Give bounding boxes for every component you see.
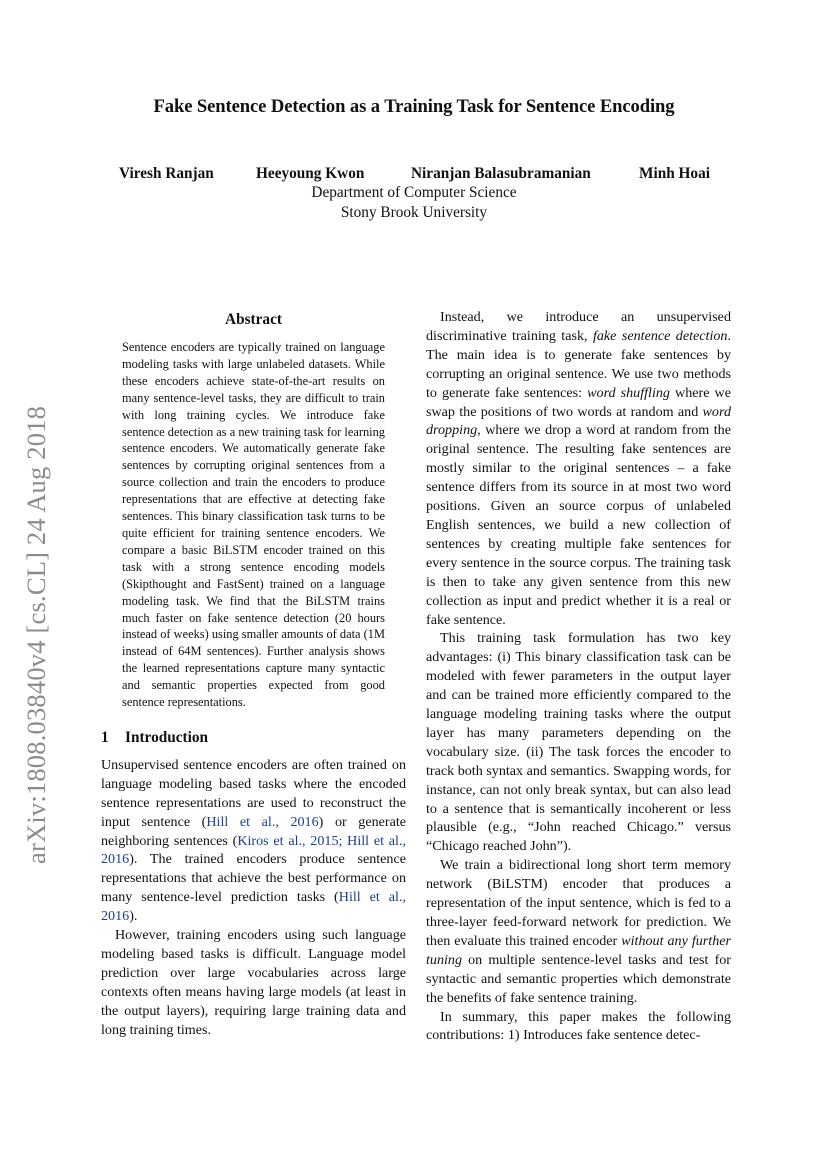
citation-link[interactable]: Hill et al., 2016 [101, 889, 406, 925]
author-name: Niranjan Balasubramanian [411, 165, 591, 182]
affiliation-department: Department of Computer Science [311, 184, 517, 201]
author-name: Viresh Ranjan [119, 165, 214, 182]
citation-link[interactable]: Hill et al., 2016 [206, 813, 319, 830]
affiliation-university: Stony Brook University [340, 204, 488, 221]
intro-paragraph: Unsupervised sentence encoders are often trained on language modeling based tasks where the encoded sentence representations are used to reconstruct the input sentence (Hill et al., 2016) or generate neighboring sentences (Kiros et al., 2015; Hill et al., 2016). The trained encoders produce sentence representations that achieve the best performance on many sentence-level prediction tasks (Hill et al., 2016). [101, 756, 406, 925]
intro-paragraph: Instead, we introduce an unsupervised discriminative training task, fake sentence detection. The main idea is to generate fake sentences by corrupting an original sentence. We use two methods to generate fake sentences: word shuffling where we swap the positions of two words at random and word dropping, where we drop a word at random from the original sentence. The resulting fake sentences are mostly similar to the original sentences – a fake sentence differs from its source in at most two word positions. Given an source corpus of unlabeled English sentences, we build a new collection of sentences by creating multiple fake sentences for every sentence in the source corpus. The training task is then to take any given sentence from this new collection as input and predict whether it is a real or fake sentence. [426, 309, 731, 628]
abstract-heading: Abstract [225, 311, 282, 328]
section-heading [101, 728, 406, 748]
citation-link[interactable]: Kiros et al., 2015; Hill et al., 2016 [101, 832, 406, 868]
arxiv-identifier: arXiv:1808.03840v4 [cs.CL] 24 Aug 2018 [21, 405, 51, 864]
paper-title: Fake Sentence Detection as a Training Task for Sentence Encoding [153, 96, 675, 117]
author-name: Minh Hoai [639, 165, 710, 182]
section-title: Introduction [125, 728, 209, 746]
section-number: 1 [101, 728, 109, 746]
abstract-text: Sentence encoders are typically trained on language modeling tasks with large unlabeled datasets. While these encoders achieve state-of-the-art results on many sentence-level tasks, they are difficult to train with long training cycles. We introduce fake sentence detection as a new training task for learning sentence encoders. We automatically generate fake sentences by corrupting original sentences from a source collection and train the encoders to produce representations that are effective at detecting fake sentences. This binary classification task turns to be quite efficient for training sentence encoders. We compare a basic BiLSTM encoder trained on this task with a strong sentence encoding models (Skipthought and FastSent) trained on a language modeling task. We find that the BiLSTM trains much faster on fake sentence detection (20 hours instead of weeks) using smaller amounts of data (1M instead of 64M sentences). Further analysis shows the learned representations capture many syntactic and semantic properties expected from good sentence representations. [122, 340, 385, 710]
author-name: Heeyoung Kwon [256, 165, 365, 182]
intro-paragraph: In summary, this paper makes the following contributions: 1) Introduces fake sentence detec- [426, 1008, 731, 1044]
intro-paragraph: However, training encoders using such language modeling based tasks is difficult. Language model prediction over large vocabularies across large contexts often means having large models (at least in the output layers), requiring large training data and long training times. [101, 927, 406, 1038]
right-column [426, 308, 731, 1045]
intro-paragraph: We train a bidirectional long short term memory network (BiLSTM) encoder that produces a representation of the input sentence, which is fed to a three-layer feed-forward network for prediction. We then evaluate this trained encoder without any further tuning on multiple sentence-level tasks and test for syntactic and semantic properties which demonstrate the benefits of fake sentence training. [426, 857, 731, 1006]
intro-paragraph: This training task formulation has two key advantages: (i) This binary classification task can be modeled with fewer parameters in the output layer and can be trained more efficiently compared to the language modeling training tasks where the output layer has many parameters depending on the vocabulary size. (ii) The task forces the encoder to track both syntax and semantics. Swapping words, for instance, can not only break syntax, but can also lead to a sentence that is semantically incoherent or less plausible (e.g., “John reached Chicago.” versus “Chicago reached John”). [426, 630, 731, 855]
left-column [101, 308, 406, 1040]
